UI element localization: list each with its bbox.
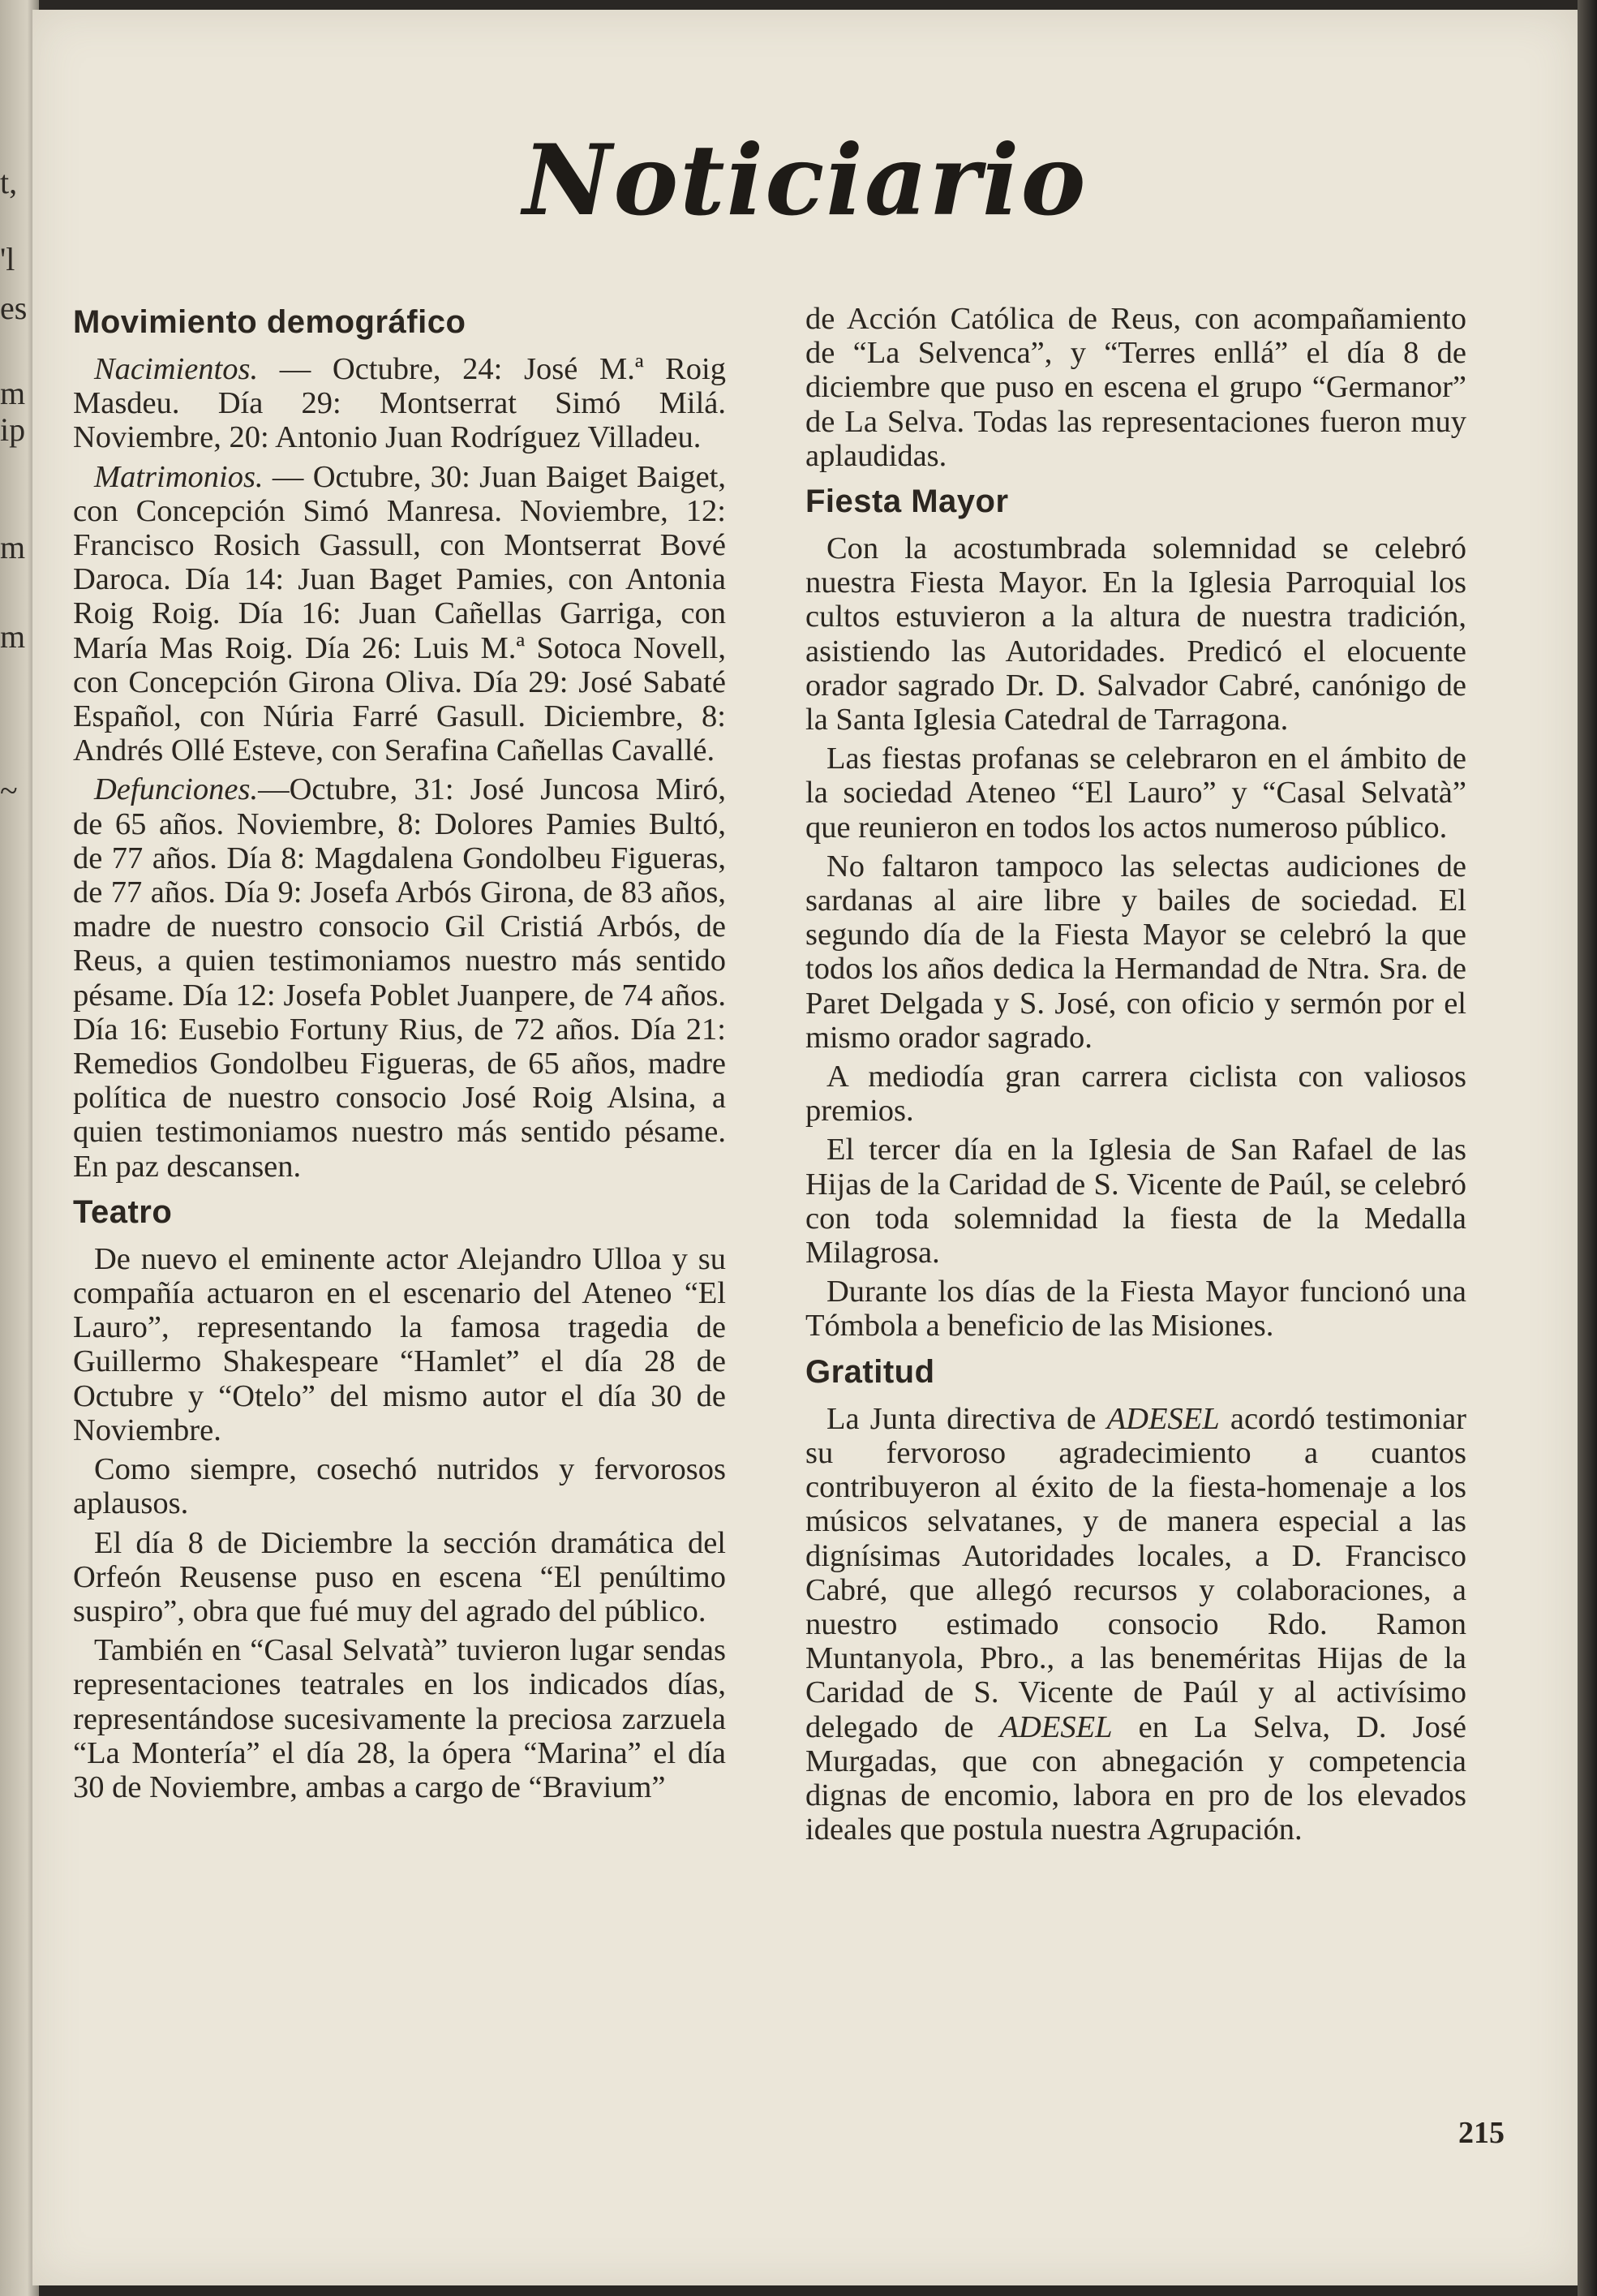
- text-matrimonios: — Octubre, 30: Juan Baiget Baiget, con Concepción Simó Manresa. Noviembre, 12: Francisco Rosich Gassull, con Montserrat Bové Daroca. Día 14: Juan Baget Pamies, con Antonia Roig Roig. Día 16: Juan Cañellas Garriga, con María Mas Roig. Día 26: Luis M.ª Sotoca Novell, con Concepción Girona Oliva. Día 29: José Sabaté Español, con Núria Farré Gasull. Diciembre, 8: Andrés Ollé Esteve, con Serafina Cañellas Cavallé.: [73, 459, 726, 768]
- text-nacimientos: — Octubre, 24: José M.ª Roig Masdeu. Día 29: Montserrat Simó Milá. Noviembre, 20: Antonio Juan Rodríguez Villadeu.: [73, 352, 726, 455]
- paragraph-fiesta-4: A mediodía gran carrera ciclista con valiosos premios.: [805, 1060, 1466, 1129]
- paragraph-fiesta-2: Las fiestas profanas se celebraron en el ámbito de la sociedad Ateneo “El Lauro” y “Casal Selvatà” que reunieron en todos los actos numeroso público.: [805, 742, 1466, 845]
- text-adesel: ADESEL: [1106, 1401, 1220, 1436]
- paragraph-fiesta-6: Durante los días de la Fiesta Mayor funcionó una Tómbola a beneficio de las Misiones.: [805, 1275, 1466, 1344]
- previous-page-fragment: m: [0, 529, 26, 565]
- paragraph-fiesta-3: No faltaron tampoco las selectas audiciones de sardanas al aire libre y bailes de sociedad. El segundo día de la Fiesta Mayor se celebró la que todos los años dedica la Hermandad de Ntra. Sra. de Paret Delgada y S. José, con oficio y sermón por el mismo orador sagrado.: [805, 849, 1466, 1055]
- previous-page-fragment: es: [0, 290, 28, 326]
- text-adesel: ADESEL: [999, 1709, 1113, 1744]
- left-column: [73, 302, 726, 1804]
- paragraph-teatro-continued: de Acción Católica de Reus, con acompañamiento de “La Selvenca”, y “Terres enllá” el día 8 de diciembre que puso en escena el grupo “Germanor” de La Selva. Todas las representaciones fueron muy aplaudidas.: [805, 302, 1466, 473]
- paragraph-nacimientos: [73, 352, 726, 455]
- paragraph-teatro-1: De nuevo el eminente actor Alejandro Ulloa y su compañía actuaron en el escenario del Ateneo “El Lauro”, representando la famosa tragedia de Guillermo Shakespeare “Hamlet” el día 28 de Octubre y “Otelo” del mismo autor el día 30 de Noviembre.: [73, 1241, 726, 1447]
- paragraph-teatro-3: El día 8 de Diciembre la sección dramática del Orfeón Reusense puso en escena “El penúltimo suspiro”, obra que fué muy del agrado del público.: [73, 1525, 726, 1628]
- text-defunciones: —Octubre, 31: José Juncosa Miró, de 65 años. Noviembre, 8: Dolores Pamies Bultó, de 77 años. Día 8: Magdalena Gondolbeu Figueras, de 77 años. Día 9: Josefa Arbós Girona, de 83 años, madre de nuestro consocio Gil Cristiá Arbós, de Reus, a quien testimoniamos nuestro más sentido pésame. Día 12: Josefa Poblet Juanpere, de 74 años. Día 16: Eusebio Fortuny Rius, de 72 años. Día 21: Remedios Gondolbeu Figueras, de 65 años, madre política de nuestro consocio José Roig Alsina, a quien testimoniamos nuestro más sentido pésame. En paz descansen.: [73, 772, 726, 1184]
- paragraph-gratitud: [805, 1402, 1466, 1847]
- right-column: [805, 302, 1466, 1847]
- previous-page-fragment: ip: [0, 411, 26, 448]
- lead-matrimonios: Matrimonios.: [94, 459, 264, 494]
- previous-page-fragment: m: [0, 618, 26, 655]
- paragraph-teatro-4: También en “Casal Selvatà” tuvieron lugar sendas representaciones teatrales en los indicados días, representándose sucesivamente la preciosa zarzuela “La Montería” el día 28, la ópera “Marina” el día 30 de Noviembre, ambas a cargo de “Bravium”: [73, 1633, 726, 1804]
- paragraph-fiesta-5: El tercer día en la Iglesia de San Rafael de las Hijas de la Caridad de S. Vicente de Paúl, se celebró con toda solemnidad la fiesta de la Medalla Milagrosa.: [805, 1133, 1466, 1271]
- lead-defunciones: Defunciones.: [94, 772, 259, 807]
- section-heading-fiesta-mayor: Fiesta Mayor: [805, 484, 1009, 520]
- lead-nacimientos: Nacimientos.: [94, 352, 259, 386]
- section-heading-teatro: Teatro: [73, 1193, 173, 1230]
- magazine-page: [32, 10, 1578, 2285]
- previous-page-fragment: ~: [0, 772, 18, 809]
- section-heading-demografico: Movimiento demográfico: [73, 304, 466, 340]
- section-heading-gratitud: Gratitud: [805, 1353, 935, 1390]
- paragraph-fiesta-1: Con la acostumbrada solemnidad se celebró nuestra Fiesta Mayor. En la Iglesia Parroquial los cultos estuvieron a la altura de nuestra tradición, asistiendo las Autoridades. Predicó el elocuente orador sagrado Dr. D. Salvador Cabré, canónigo de la Santa Iglesia Catedral de Tarragona.: [805, 531, 1466, 737]
- previous-page-fragment: 'l: [0, 241, 15, 277]
- page-title: Noticiario: [522, 123, 1088, 238]
- previous-page-fragment: m: [0, 375, 26, 411]
- paragraph-matrimonios: [73, 460, 726, 768]
- previous-page-fragment: t,: [0, 164, 18, 200]
- text-gratitud-1: La Junta directiva de: [826, 1401, 1107, 1436]
- page-number: 215: [1458, 2116, 1505, 2150]
- paragraph-defunciones: [73, 772, 726, 1183]
- text-gratitud-2: acordó testimoniar su fervoroso agradecimiento a cuantos contribuyeron al éxito de la fiesta-homenaje a los músicos selvatanes, y de manera especial a las dignísimas Autoridades locales, a D. Francisco Cabré, que allegó recursos y colaboraciones, a nuestro estimado consocio Rdo. Ramon Muntanyola, Pbro., a las beneméritas Hijas de la Caridad de S. Vicente de Paúl y al activísimo delegado de: [805, 1401, 1467, 1744]
- paragraph-teatro-2: Como siempre, cosechó nutridos y fervorosos aplausos.: [73, 1452, 726, 1521]
- scan-edge: [1578, 0, 1597, 2296]
- text-gratitud-3: en La Selva, D. José Murgadas, que con abnegación y competencia dignas de encomio, labora en pro de los elevados ideales que postula nuestra Agrupación.: [805, 1709, 1466, 1847]
